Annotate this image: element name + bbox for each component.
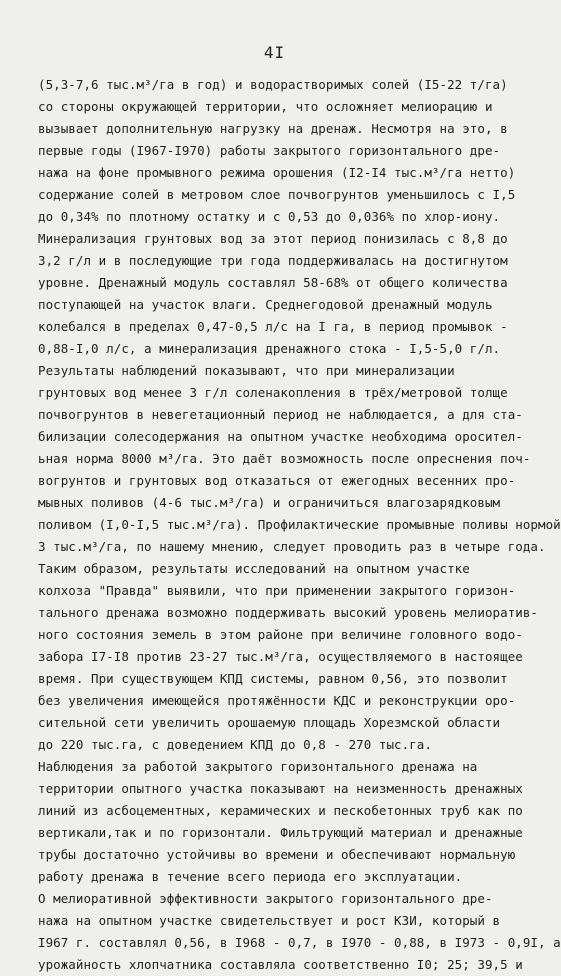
text-line: О мелиоративной эффективности закрытого горизонтального дре- (38, 891, 493, 906)
text-line: забора I7-I8 против 23-27 тыс.м³/га, осуществляемого в настоящее (38, 649, 523, 664)
text-line: ьная норма 8000 м³/га. Это даёт возможность после опреснения поч- (38, 451, 531, 466)
text-line: содержание солей в метровом слое почвогрунтов уменьшилось с I,5 (38, 187, 516, 202)
text-line: билизации солесодержания на опытном участке необходима оросител- (38, 429, 523, 444)
text-line: колхоза "Правда" выявили, что при применении закрытого горизон- (38, 583, 516, 598)
text-line: нажа на фоне промывного режима орошения (I2-I4 тыс.м³/га нетто) (38, 165, 516, 180)
text-line: уровне. Дренажный модуль составлял 58-68% от общего количества (38, 275, 508, 290)
text-line: сительной сети увеличить орошаемую площадь Хорезмской области (38, 715, 501, 730)
text-line: почвогрунтов в невегетационный период не наблюдается, а для ста- (38, 407, 523, 422)
text-line: время. При существующем КПД системы, равном 0,56, это позволит (38, 671, 508, 686)
text-line: вертикали,так и по горизонтали. Фильтрующий материал и дренажные (38, 825, 523, 840)
text-line: мывных поливов (4-6 тыс.м³/га) и ограничиться влагозарядковым (38, 495, 501, 510)
text-line: 3 тыс.м³/га, по нашему мнению, следует проводить раз в четыре года. (38, 539, 546, 554)
text-line: Таким образом, результаты исследований на опытном участке (38, 561, 470, 576)
text-line: без увеличения имеющейся протяжённости КДС и реконструкции оро- (38, 693, 516, 708)
text-line: трубы достаточно устойчивы во времени и обеспечивают нормальную (38, 847, 516, 862)
text-line: Минерализация грунтовых вод за этот период понизилась с 8,8 до (38, 231, 508, 246)
text-line: Наблюдения за работой закрытого горизонтального дренажа на (38, 759, 478, 774)
text-line: ного состояния земель в этом районе при величине головного водо- (38, 627, 523, 642)
text-line: линий из асбоцементных, керамических и пескобетонных труб как по (38, 803, 523, 818)
text-line: нажа на опытном участке свидетельствует и рост КЗИ, который в (38, 913, 501, 928)
text-line: I967 г. составлял 0,56, в I968 - 0,7, в I970 - 0,88, в I973 - 0,9I, а (38, 935, 561, 950)
page-number: 4I (263, 43, 286, 62)
text-line: Результаты наблюдений показывают, что при минерализации (38, 363, 455, 378)
text-line: до 220 тыс.га, с доведением КПД до 0,8 - 270 тыс.га. (38, 737, 432, 752)
text-line: работу дренажа в течение всего периода его эксплуатации. (38, 869, 463, 884)
text-line: (5,3-7,6 тыс.м³/га в год) и водорастворимых солей (I5-22 т/га) (38, 77, 508, 92)
text-line: со стороны окружающей территории, что осложняет мелиорацию и (38, 99, 493, 114)
text-line: до 0,34% по плотному остатку и с 0,53 до 0,036% по хлор-иону. (38, 209, 501, 224)
text-line: 3,2 г/л и в последующие три года поддерживалась на достигнутом (38, 253, 508, 268)
text-line: колебался в пределах 0,47-0,5 л/с на I га, в период промывок - (38, 319, 508, 334)
text-line: вогрунтов и грунтовых вод отказаться от ежегодных весенних про- (38, 473, 516, 488)
text-line: территории опытного участка показывают на неизменность дренажных (38, 781, 523, 796)
text-line: тального дренажа возможно поддерживать высокий уровень мелиоратив- (38, 605, 538, 620)
text-line: вызывает дополнительную нагрузку на дренаж. Несмотря на это, в (38, 121, 508, 136)
text-line: урожайность хлопчатника составляла соответственно I0; 25; 39,5 и (38, 957, 523, 972)
text-line: поливом (I,0-I,5 тыс.м³/га). Профилактические промывные поливы нормой (38, 517, 561, 532)
text-line: грунтовых вод менее 3 г/л соленакопления в трёх/метровой толще (38, 385, 508, 400)
text-line: поступающей на участок влаги. Среднегодовой дренажный модуль (38, 297, 493, 312)
text-line: 0,88-I,0 л/с, а минерализация дренажного стока - I,5-5,0 г/л. (38, 341, 501, 356)
text-line: первые годы (I967-I970) работы закрытого горизонтального дре- (38, 143, 501, 158)
